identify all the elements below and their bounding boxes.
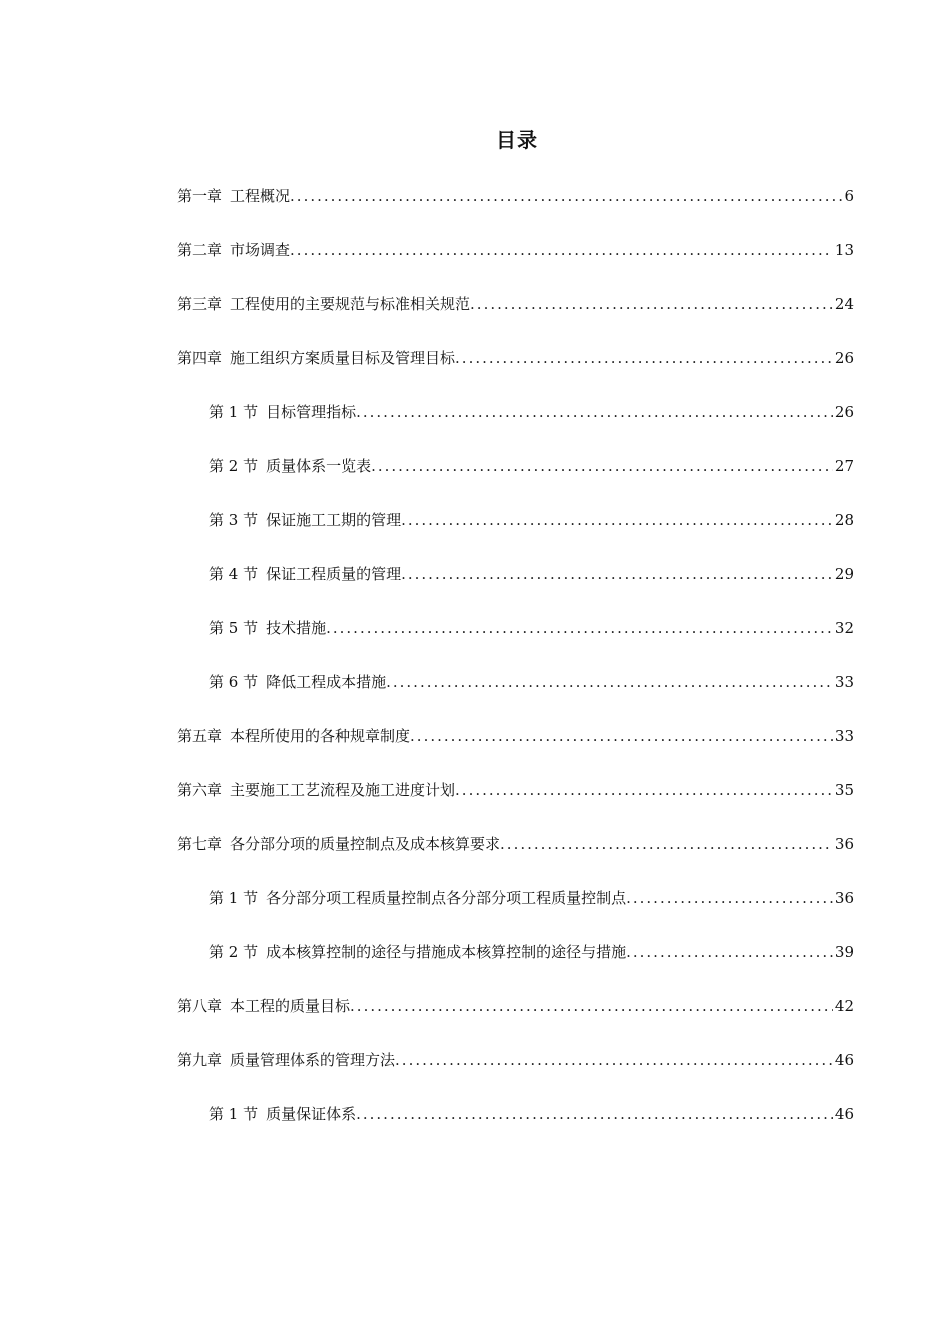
toc-entry-page: 13: [834, 241, 854, 259]
toc-dot-leader: [371, 452, 833, 480]
toc-dot-leader: [326, 614, 833, 642]
toc-entry[interactable]: [177, 290, 854, 318]
toc-entry[interactable]: [177, 830, 854, 858]
toc-entry-label: [209, 1100, 356, 1128]
toc-entry-page: 24: [834, 295, 854, 313]
toc-entry-label: [177, 776, 455, 804]
toc-dot-leader: [455, 344, 833, 372]
toc-entry-label: [209, 506, 401, 534]
toc-entry-title: 工程使用的主要规范与标准相关规范: [230, 295, 471, 313]
toc-entry-page: 46: [834, 1051, 854, 1069]
toc-entry-number: 第 6 节: [209, 673, 259, 691]
toc-dot-leader: [626, 884, 833, 912]
toc-dot-leader: [356, 398, 833, 426]
toc-entry-label: [209, 668, 386, 696]
toc-entry-title: 保证施工工期的管理: [266, 511, 402, 529]
toc-entry[interactable]: [209, 1100, 854, 1128]
toc-entry-page: 29: [834, 565, 854, 583]
toc-entry[interactable]: [209, 668, 854, 696]
toc-dot-leader: [350, 992, 833, 1020]
toc-entry-page: 6: [844, 187, 854, 205]
toc-entry-number: 第 4 节: [209, 565, 259, 583]
toc-entry-title: 成本核算控制的途径与措施成本核算控制的途径与措施: [266, 943, 627, 961]
toc-entry-number: 第四章: [177, 349, 223, 367]
toc-entry[interactable]: [177, 1046, 854, 1074]
toc-entry-title: 本工程的质量目标: [230, 997, 351, 1015]
toc-entry-label: [177, 722, 410, 750]
toc-entry-page: 36: [834, 835, 854, 853]
toc-entry-page: 39: [834, 943, 854, 961]
toc-entry-label: [209, 452, 371, 480]
toc-entry-label: [177, 344, 455, 372]
toc-entry-number: 第七章: [177, 835, 223, 853]
toc-title: 目录: [496, 128, 538, 152]
toc-entry-page: 33: [834, 673, 854, 691]
toc-entry-title: 施工组织方案质量目标及管理目标: [230, 349, 456, 367]
toc-entry-page: 28: [834, 511, 854, 529]
toc-entry-title: 质量管理体系的管理方法: [230, 1051, 396, 1069]
toc-entry-page: 32: [834, 619, 854, 637]
toc-entry[interactable]: [177, 344, 854, 372]
toc-entry-number: 第 2 节: [209, 943, 259, 961]
toc-entry-page: 36: [834, 889, 854, 907]
toc-entry-label: [209, 884, 626, 912]
toc-entry-page: 46: [834, 1105, 854, 1123]
toc-entry-title: 技术措施: [266, 619, 327, 637]
toc-entry-number: 第六章: [177, 781, 223, 799]
toc-entry[interactable]: [177, 992, 854, 1020]
toc-entry-label: [177, 830, 500, 858]
toc-dot-leader: [410, 722, 833, 750]
toc-entry-title: 各分部分项工程质量控制点各分部分项工程质量控制点: [266, 889, 627, 907]
toc-dot-leader: [290, 236, 833, 264]
toc-dot-leader: [356, 1100, 833, 1128]
toc-entry-number: 第 1 节: [209, 1105, 259, 1123]
toc-dot-leader: [290, 182, 842, 210]
toc-entry-title: 目标管理指标: [266, 403, 357, 421]
toc-entry-title: 主要施工工艺流程及施工进度计划: [230, 781, 456, 799]
toc-entry-label: [209, 614, 326, 642]
toc-dot-leader: [626, 938, 833, 966]
toc-dot-leader: [401, 560, 833, 588]
toc-entry-label: [177, 182, 290, 210]
toc-entry[interactable]: [209, 398, 854, 426]
toc-entry-number: 第一章: [177, 187, 223, 205]
toc-entry-title: 本程所使用的各种规章制度: [230, 727, 411, 745]
toc-entry-title: 工程概况: [230, 187, 291, 205]
toc-entry[interactable]: [177, 722, 854, 750]
toc-entry-title: 各分部分项的质量控制点及成本核算要求: [230, 835, 501, 853]
toc-entry-page: 35: [834, 781, 854, 799]
toc-entry-number: 第 1 节: [209, 889, 259, 907]
toc-dot-leader: [395, 1046, 833, 1074]
toc-entry-title: 质量保证体系: [266, 1105, 357, 1123]
toc-entry-title: 质量体系一览表: [266, 457, 372, 475]
toc-entry[interactable]: [209, 938, 854, 966]
toc-entry-page: 42: [834, 997, 854, 1015]
toc-entry-label: [177, 290, 470, 318]
toc-entry[interactable]: [209, 452, 854, 480]
toc-entry-label: [177, 236, 290, 264]
toc-entry[interactable]: [209, 506, 854, 534]
toc-entry-title: 保证工程质量的管理: [266, 565, 402, 583]
toc-entry-number: 第五章: [177, 727, 223, 745]
toc-entry-number: 第九章: [177, 1051, 223, 1069]
toc-entry[interactable]: [177, 182, 854, 210]
toc-entry[interactable]: [209, 560, 854, 588]
toc-entry-page: 33: [834, 727, 854, 745]
toc-entry-label: [177, 992, 350, 1020]
toc-dot-leader: [401, 506, 833, 534]
toc-dot-leader: [455, 776, 833, 804]
toc-dot-leader: [470, 290, 833, 318]
toc-entry-title: 降低工程成本措施: [266, 673, 387, 691]
toc-entry-label: [209, 560, 401, 588]
toc-entry-page: 27: [834, 457, 854, 475]
toc-entry-title: 市场调查: [230, 241, 291, 259]
toc-entry-label: [209, 938, 626, 966]
toc-entry[interactable]: [177, 776, 854, 804]
toc-entry-page: 26: [834, 349, 854, 367]
toc-entry-page: 26: [834, 403, 854, 421]
toc-entry-number: 第 2 节: [209, 457, 259, 475]
toc-entry[interactable]: [209, 614, 854, 642]
toc-entry-number: 第 5 节: [209, 619, 259, 637]
toc-dot-leader: [500, 830, 833, 858]
toc-dot-leader: [386, 668, 833, 696]
toc-entry-number: 第八章: [177, 997, 223, 1015]
toc-entry-label: [209, 398, 356, 426]
toc-entry[interactable]: [209, 884, 854, 912]
toc-entry[interactable]: [177, 236, 854, 264]
toc-entry-number: 第 3 节: [209, 511, 259, 529]
toc-entry-number: 第三章: [177, 295, 223, 313]
toc-entry-number: 第 1 节: [209, 403, 259, 421]
toc-entry-number: 第二章: [177, 241, 223, 259]
toc-entry-label: [177, 1046, 395, 1074]
